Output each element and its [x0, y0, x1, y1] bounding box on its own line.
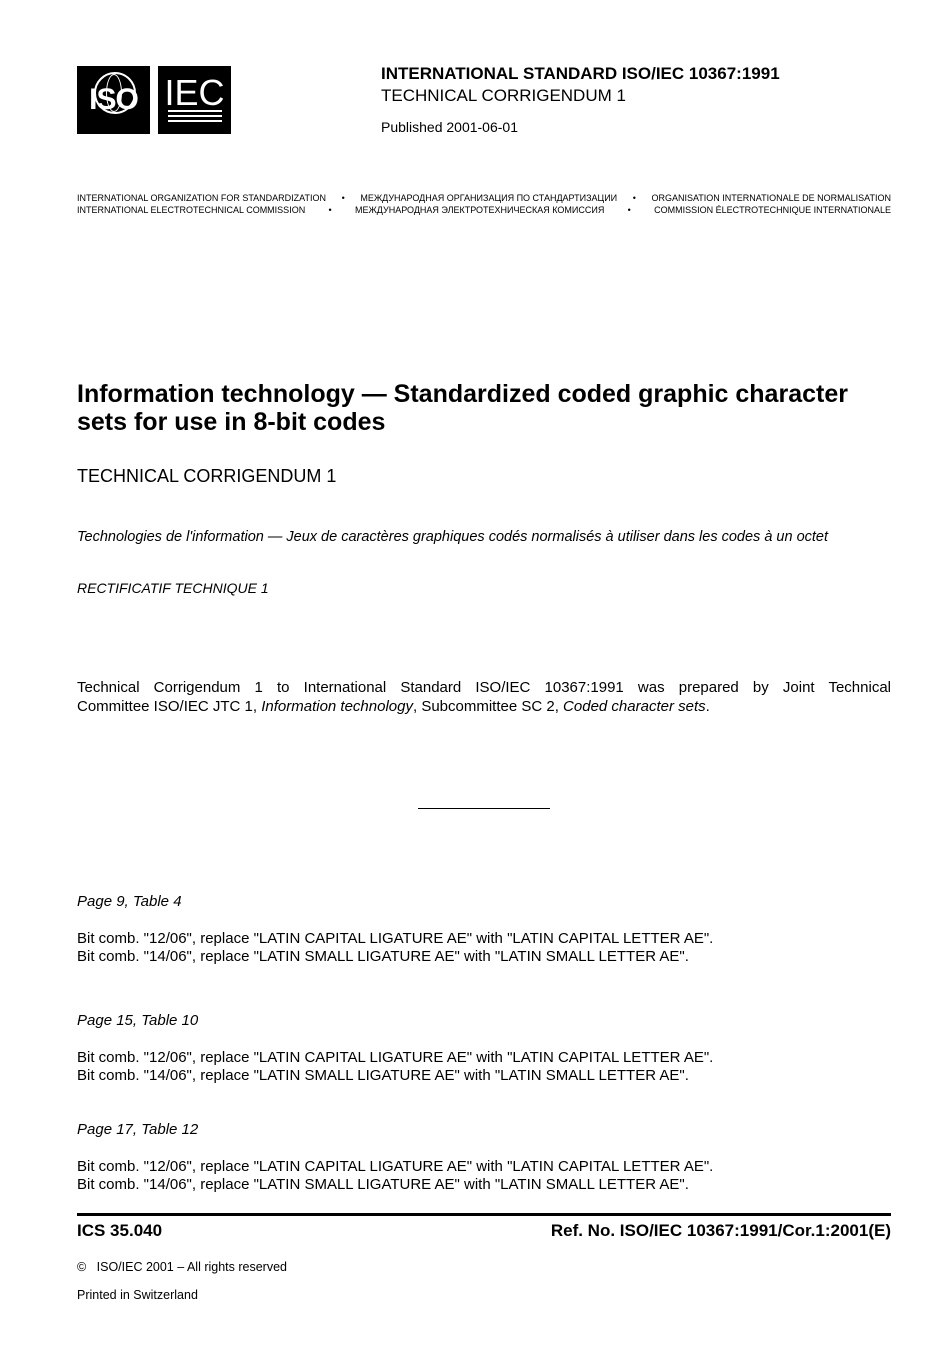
org-iso-fr: ORGANISATION INTERNATIONALE DE NORMALISATION — [651, 193, 891, 203]
section-line: Bit comb. "12/06", replace "LATIN CAPITAL LIGATURE AE" with "LATIN CAPITAL LETTER AE". — [77, 1158, 714, 1175]
bullet: • — [632, 193, 636, 203]
intro-italic-1: Information technology — [261, 698, 413, 715]
bullet: • — [328, 205, 332, 215]
org-iec-en: INTERNATIONAL ELECTROTECHNICAL COMMISSION — [77, 205, 306, 215]
section-heading: Page 17, Table 12 — [77, 1121, 199, 1138]
header-corrigendum: TECHNICAL CORRIGENDUM 1 — [381, 86, 626, 105]
intro-italic-2: Coded character sets — [563, 698, 706, 715]
ics-code: ICS 35.040 — [77, 1221, 163, 1240]
section-line: Bit comb. "14/06", replace "LATIN SMALL LIGATURE AE" with "LATIN SMALL LETTER AE". — [77, 1176, 689, 1193]
french-rectificatif: RECTIFICATIF TECHNIQUE 1 — [77, 580, 269, 596]
title-line-2: sets for use in 8-bit codes — [77, 408, 386, 436]
org-line-2 — [77, 205, 891, 215]
intro-text: Committee ISO/IEC JTC 1, — [77, 698, 262, 715]
footer-rule — [77, 1213, 891, 1216]
standard-number: INTERNATIONAL STANDARD ISO/IEC 10367:1991 — [381, 64, 780, 83]
org-iec-ru: МЕЖДУНАРОДНАЯ ЭЛЕКТРОТЕХНИЧЕСКАЯ КОМИССИЯ — [354, 205, 605, 215]
iso-logo-text: ISO — [89, 83, 138, 116]
separator-line — [418, 808, 550, 809]
org-line-1 — [77, 193, 891, 203]
title-line-1: Information technology — Standardized coded graphic character — [77, 380, 848, 408]
iec-logo — [158, 66, 231, 134]
section-heading: Page 15, Table 10 — [77, 1012, 199, 1029]
intro-line-1: Technical Corrigendum 1 to International Standard ISO/IEC 10367:1991 was prepared by Joint Technical — [77, 679, 891, 696]
iec-logo-text: IEC — [164, 72, 225, 113]
reference-number: Ref. No. ISO/IEC 10367:1991/Cor.1:2001(E) — [550, 1221, 891, 1240]
section-line: Bit comb. "14/06", replace "LATIN SMALL LIGATURE AE" with "LATIN SMALL LETTER AE". — [77, 948, 689, 965]
intro-paragraph — [77, 678, 891, 716]
iso-logo — [77, 66, 150, 134]
intro-text: , Subcommittee SC 2, — [412, 698, 564, 715]
published-date: Published 2001-06-01 — [381, 119, 518, 135]
bullet: • — [627, 205, 631, 215]
org-iso-ru: МЕЖДУНАРОДНАЯ ОРГАНИЗАЦИЯ ПО СТАНДАРТИЗАЦИИ — [360, 193, 618, 203]
org-iso-en: INTERNATIONAL ORGANIZATION FOR STANDARDIZATION — [77, 193, 327, 203]
intro-text: . — [705, 698, 710, 715]
bullet: • — [341, 193, 345, 203]
technical-corrigendum-label: TECHNICAL CORRIGENDUM 1 — [77, 466, 337, 486]
copyright: © ISO/IEC 2001 – All rights reserved — [77, 1260, 287, 1274]
french-title: Technologies de l'information — Jeux de caractères graphiques codés normalisés à utiliser dans les codes à un octet — [77, 529, 829, 545]
section-heading: Page 9, Table 4 — [77, 893, 182, 910]
org-iec-fr: COMMISSION ÉLECTROTECHNIQUE INTERNATIONALE — [654, 205, 891, 215]
section-line: Bit comb. "12/06", replace "LATIN CAPITAL LIGATURE AE" with "LATIN CAPITAL LETTER AE". — [77, 1049, 714, 1066]
section-line: Bit comb. "12/06", replace "LATIN CAPITAL LIGATURE AE" with "LATIN CAPITAL LETTER AE". — [77, 930, 714, 947]
document-title — [77, 380, 897, 436]
section-line: Bit comb. "14/06", replace "LATIN SMALL LIGATURE AE" with "LATIN SMALL LETTER AE". — [77, 1067, 689, 1084]
printed-in: Printed in Switzerland — [77, 1288, 198, 1302]
